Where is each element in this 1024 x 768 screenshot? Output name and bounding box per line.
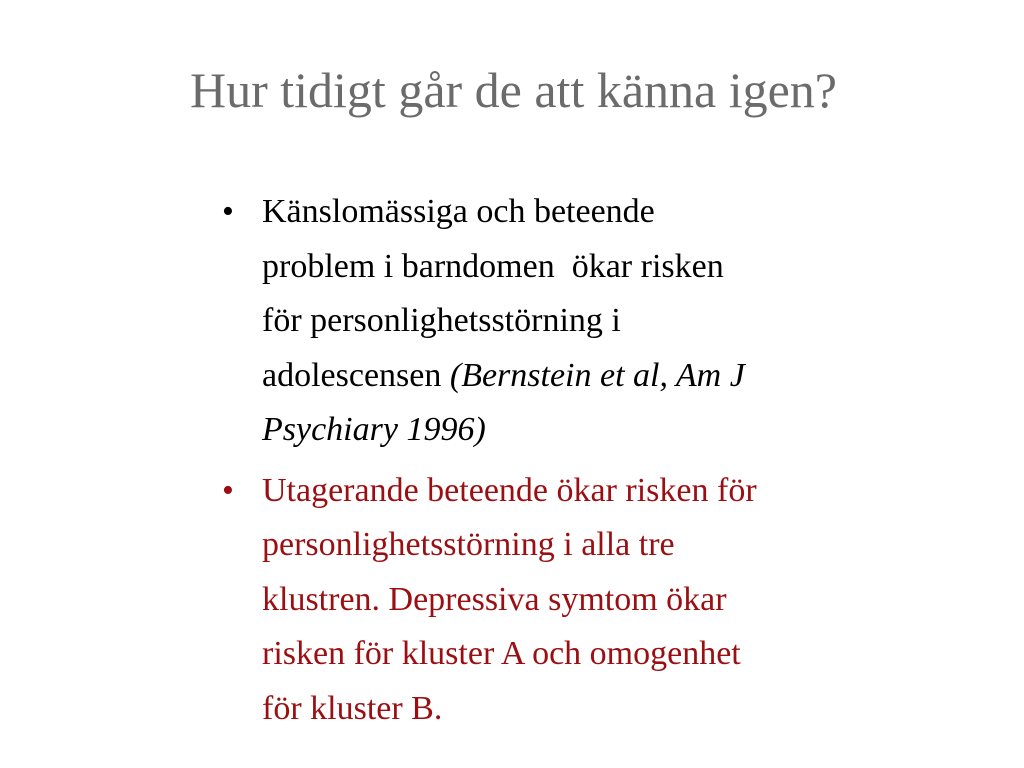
bullet-list [222,185,942,742]
bullet-1-line-1: Känslomässiga och beteende [262,193,655,230]
bullet-1-citation-part-1: (Bernstein et al, Am J [449,356,745,394]
slide-title: Hur tidigt går de att känna igen? [190,62,837,118]
bullet-1-citation-part-2: Psychiary 1996) [262,411,486,448]
bullet-1-line-4: adolescensen [262,356,450,394]
bullet-item-2 [222,464,942,737]
bullet-2-line-3: klustren. Depressiva symtom ökar [262,580,727,618]
bullet-2-line-1: Utagerande beteende ökar risken för [262,471,757,509]
bullet-2-line-2: personlighetsstörning i alla tre [262,526,675,563]
bullet-2-line-4: risken för kluster A och omogenhet [262,635,741,672]
bullet-1-line-3: för personlighetsstörning i [262,302,621,339]
bullet-marker: • [222,193,234,230]
bullet-marker: • [222,471,234,509]
bullet-item-1 [222,185,942,458]
bullet-2-line-5: för kluster B. [262,689,443,727]
bullet-1-line-2: problem i barndomen ökar risken [262,247,724,285]
